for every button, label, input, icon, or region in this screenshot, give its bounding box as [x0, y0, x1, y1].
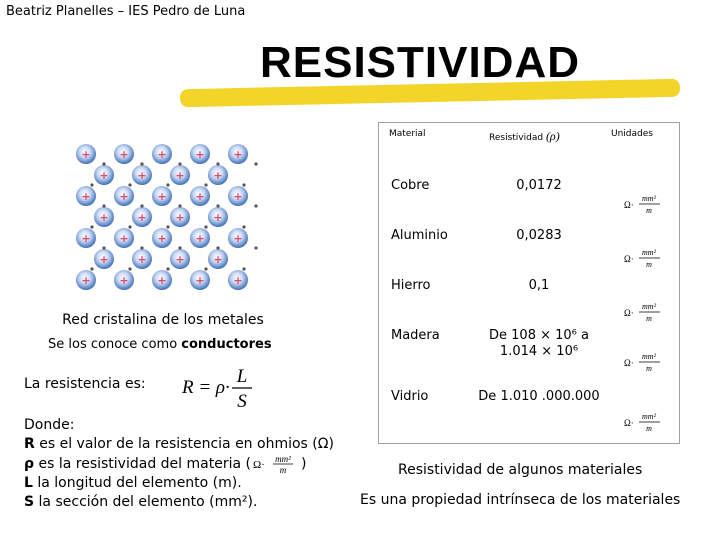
svg-text:+: + [233, 232, 243, 245]
lattice-atom [76, 186, 96, 206]
free-electron [178, 162, 181, 165]
table-row-material: Aluminio [391, 228, 448, 243]
unit-denominator: m [646, 206, 652, 215]
definition-l [24, 474, 334, 493]
title-area [150, 38, 690, 108]
lattice-atom [114, 228, 134, 248]
page-title: RESISTIVIDAD [259, 38, 581, 87]
definitions-intro: Donde: [24, 417, 75, 433]
conductors-note [48, 337, 272, 352]
unit-omega: Ω· [624, 308, 634, 318]
svg-text:+: + [81, 190, 91, 203]
header-resistivity-label: Resistividad [489, 133, 544, 143]
free-electron [242, 267, 245, 270]
table-row-value: 0,0172 [516, 178, 562, 193]
definition-r [24, 435, 334, 454]
unit-numerator: mm² [642, 352, 656, 361]
lattice-atom [190, 228, 210, 248]
table-unit-symbol [623, 351, 665, 373]
free-electron [128, 225, 131, 228]
svg-text:+: + [157, 274, 167, 287]
table-row-material: Vidrio [391, 389, 429, 404]
table-row-value: 0,0283 [516, 228, 562, 243]
lattice-atom [208, 207, 228, 227]
free-electron [140, 246, 143, 249]
free-electron [216, 246, 219, 249]
svg-text:+: + [137, 211, 147, 224]
lattice-atom [94, 249, 114, 269]
svg-text:+: + [157, 190, 167, 203]
table-unit-symbol [623, 247, 665, 269]
definition-rho-close: ) [300, 456, 307, 472]
lattice-atom [94, 165, 114, 185]
free-electron [254, 246, 257, 249]
formula-denominator: S [237, 391, 247, 412]
lattice-atom [170, 165, 190, 185]
lattice-atom [208, 165, 228, 185]
lattice-atom [132, 207, 152, 227]
svg-text:+: + [195, 232, 205, 245]
lattice-atom [228, 228, 248, 248]
definition-s [24, 493, 334, 512]
free-electron [102, 162, 105, 165]
free-electron [242, 225, 245, 228]
free-electron [166, 225, 169, 228]
free-electron [166, 183, 169, 186]
free-electron [102, 204, 105, 207]
header-units: Unidades [611, 129, 653, 139]
lattice-atom [152, 144, 172, 164]
svg-text:+: + [157, 148, 167, 161]
unit-omega: Ω· [624, 358, 634, 368]
svg-text:+: + [233, 190, 243, 203]
svg-text:+: + [213, 253, 223, 266]
lattice-atom [228, 144, 248, 164]
table-row-material: Cobre [391, 178, 430, 193]
lattice-atom [114, 186, 134, 206]
conductors-text: Se los conoce como [48, 337, 182, 352]
lattice-atom [170, 207, 190, 227]
unit-numerator: mm² [642, 302, 656, 311]
lattice-atom [152, 228, 172, 248]
header-material: Material [389, 129, 426, 139]
resistivity-table [378, 122, 680, 444]
svg-text:+: + [195, 148, 205, 161]
definitions-block [24, 416, 334, 512]
lattice-atom [152, 186, 172, 206]
unit-numerator: mm² [275, 454, 291, 464]
free-electron [90, 225, 93, 228]
svg-text:+: + [81, 148, 91, 161]
svg-text:+: + [119, 190, 129, 203]
header-resistivity-symbol: (ρ) [545, 129, 560, 143]
symbol-l: L [24, 475, 33, 491]
free-electron [242, 183, 245, 186]
svg-text:+: + [119, 232, 129, 245]
unit-omega: Ω· [252, 459, 265, 471]
lattice-atom [114, 144, 134, 164]
svg-text:+: + [233, 274, 243, 287]
crystal-lattice-illustration [60, 140, 260, 300]
author-credit: Beatriz Planelles – IES Pedro de Luna [6, 4, 246, 19]
symbol-r: R [24, 436, 35, 452]
header-resistivity [489, 129, 560, 144]
unit-numerator: mm² [642, 412, 656, 421]
svg-text:+: + [213, 211, 223, 224]
lattice-atom [208, 249, 228, 269]
free-electron [90, 267, 93, 270]
unit-denominator: m [646, 364, 652, 373]
free-electron [128, 267, 131, 270]
svg-text:+: + [99, 169, 109, 182]
lattice-atom [94, 207, 114, 227]
svg-text:+: + [137, 253, 147, 266]
svg-text:+: + [175, 169, 185, 182]
unit-omega: Ω· [624, 254, 634, 264]
free-electron [90, 183, 93, 186]
unit-omega: Ω· [624, 418, 634, 428]
free-electron [254, 204, 257, 207]
free-electron [254, 162, 257, 165]
free-electron [204, 183, 207, 186]
free-electron [178, 204, 181, 207]
svg-text:+: + [81, 232, 91, 245]
lattice-atom [190, 270, 210, 290]
unit-numerator: mm² [642, 248, 656, 257]
svg-text:+: + [233, 148, 243, 161]
definition-l-text: la longitud del elemento (m). [32, 475, 242, 491]
svg-text:+: + [195, 274, 205, 287]
svg-text:+: + [137, 169, 147, 182]
resistance-formula [180, 362, 260, 414]
svg-text:+: + [213, 169, 223, 182]
svg-text:+: + [99, 253, 109, 266]
unit-denominator: m [279, 465, 287, 474]
free-electron [102, 246, 105, 249]
lattice-atom [152, 270, 172, 290]
free-electron [204, 267, 207, 270]
table-unit-symbol [623, 301, 665, 323]
property-caption: Es una propiedad intrínseca de los materiales [360, 492, 681, 508]
free-electron [204, 225, 207, 228]
free-electron [140, 204, 143, 207]
formula-numerator: L [236, 366, 248, 387]
svg-text:+: + [119, 274, 129, 287]
table-row-value: 0,1 [528, 278, 550, 293]
table-row-material: Madera [391, 328, 440, 343]
lattice-atom [190, 144, 210, 164]
table-row-value: De 1.010 .000.000 [478, 389, 600, 404]
lattice-atom [76, 228, 96, 248]
svg-text:+: + [175, 211, 185, 224]
svg-text:+: + [195, 190, 205, 203]
unit-denominator: m [646, 314, 652, 323]
table-row-material: Hierro [391, 278, 431, 293]
definition-rho-text: es la resistividad del materia ( [34, 456, 251, 472]
inline-unit-symbol [251, 454, 301, 474]
svg-text:+: + [81, 274, 91, 287]
unit-denominator: m [646, 424, 652, 433]
symbol-rho: ρ [24, 456, 35, 472]
formula-lhs: R = ρ· [182, 377, 230, 398]
definition-r-text: es el valor de la resistencia en ohmios (Ω) [34, 436, 334, 452]
lattice-atom [132, 249, 152, 269]
table-caption: Resistividad de algunos materiales [398, 462, 643, 478]
conductors-bold: conductores [181, 337, 272, 352]
free-electron [216, 204, 219, 207]
free-electron [216, 162, 219, 165]
svg-text:+: + [157, 232, 167, 245]
resistance-label: La resistencia es: [24, 376, 146, 392]
unit-omega: Ω· [624, 200, 634, 210]
definition-rho [24, 454, 334, 474]
lattice-atom [132, 165, 152, 185]
unit-denominator: m [646, 260, 652, 269]
unit-numerator: mm² [642, 194, 656, 203]
free-electron [166, 267, 169, 270]
table-unit-symbol [623, 193, 665, 215]
symbol-s: S [24, 494, 35, 510]
svg-text:+: + [99, 211, 109, 224]
table-row-value: De 108 × 10⁶ a 1.014 × 10⁶ [489, 328, 589, 359]
free-electron [140, 162, 143, 165]
lattice-atom [114, 270, 134, 290]
free-electron [128, 183, 131, 186]
lattice-atom [76, 270, 96, 290]
lattice-atom [170, 249, 190, 269]
lattice-atom [76, 144, 96, 164]
lattice-atom [190, 186, 210, 206]
svg-text:+: + [175, 253, 185, 266]
svg-text:+: + [119, 148, 129, 161]
lattice-caption: Red cristalina de los metales [62, 312, 264, 328]
lattice-atom [228, 186, 248, 206]
table-unit-symbol [623, 411, 665, 433]
definition-s-text: la sección del elemento (mm²). [34, 494, 258, 510]
lattice-atom [228, 270, 248, 290]
free-electron [178, 246, 181, 249]
